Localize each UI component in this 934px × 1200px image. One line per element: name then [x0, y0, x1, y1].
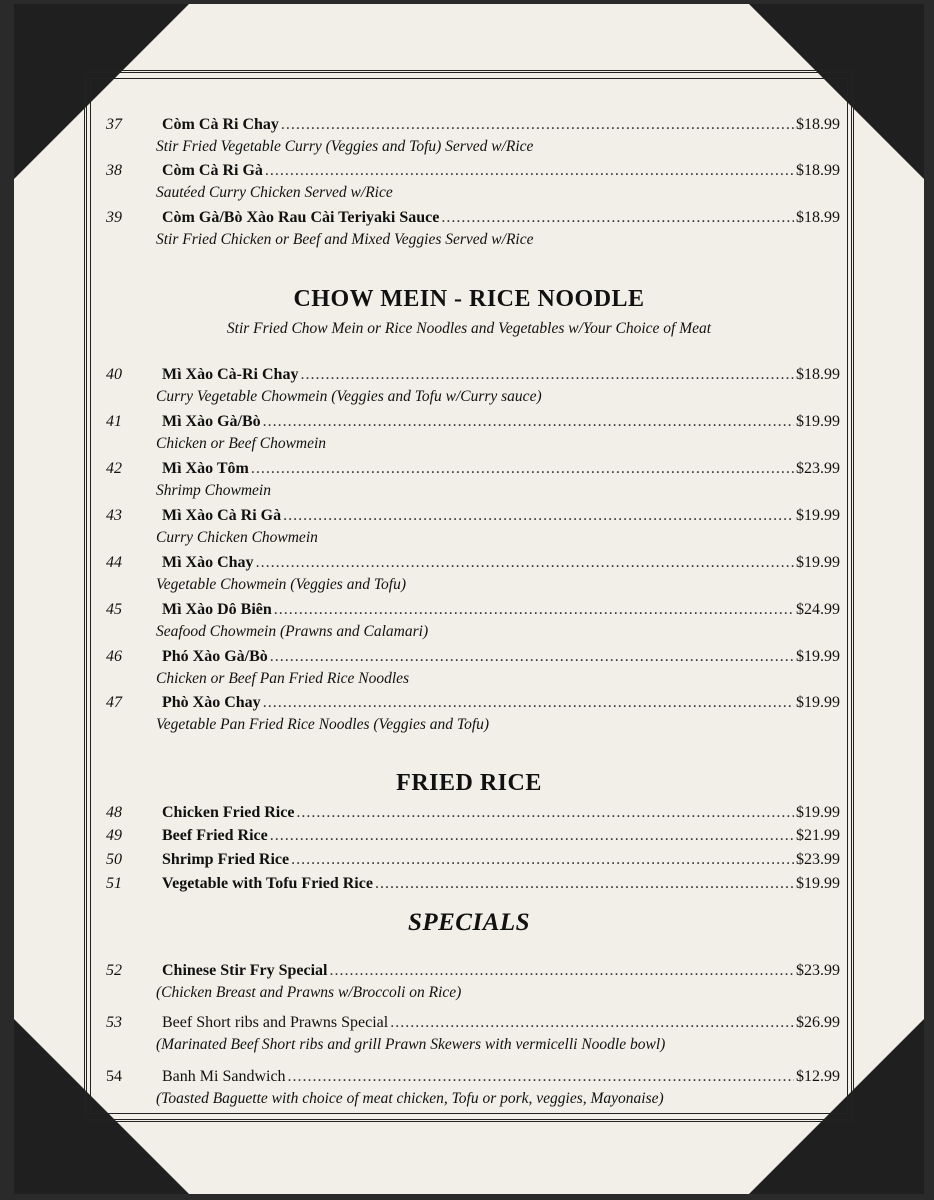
- section-title-specials: SPECIALS: [407, 909, 531, 936]
- leader-dots: [265, 160, 794, 182]
- item-description: (Marinated Beef Short ribs and grill Prawn Skewers with vermicelli Noodle bowl): [156, 1036, 666, 1053]
- item-number: 48: [106, 804, 122, 821]
- item-description: Vegetable Chowmein (Veggies and Tofu): [156, 576, 406, 593]
- leader-dots: [270, 646, 794, 668]
- leader-dots: [263, 411, 794, 433]
- leader-dots: [270, 825, 794, 847]
- item-number: 42: [106, 460, 122, 477]
- leader-dots: [281, 114, 794, 136]
- item-description: (Toasted Baguette with choice of meat chicken, Tofu or pork, veggies, Mayonaise): [156, 1090, 664, 1107]
- item-price: $23.99: [796, 851, 840, 868]
- item-price: $18.99: [796, 366, 840, 383]
- item-description: Sautéed Curry Chicken Served w/Rice: [156, 184, 393, 201]
- item-price: $23.99: [796, 962, 840, 979]
- item-description: Curry Chicken Chowmein: [156, 529, 318, 546]
- item-number: 41: [106, 413, 122, 430]
- item-description: Shrimp Chowmein: [156, 482, 271, 499]
- item-number: 37: [106, 116, 122, 133]
- item-number: 46: [106, 648, 122, 665]
- item-number: 45: [106, 601, 122, 618]
- item-price: $19.99: [796, 804, 840, 821]
- menu-item-39: [100, 207, 840, 251]
- item-name: Còm Cà Ri Chay: [162, 116, 279, 133]
- menu-item-44: [100, 552, 840, 596]
- item-price: $23.99: [796, 460, 840, 477]
- item-name: Mì Xào Tôm: [162, 460, 249, 477]
- section-title-fried-rice: FRIED RICE: [396, 770, 542, 796]
- menu-item-50: [100, 849, 840, 871]
- item-name: Mì Xào Cà-Ri Chay: [162, 366, 299, 383]
- leader-dots: [263, 692, 794, 714]
- item-number: 52: [106, 962, 122, 979]
- item-description: Chicken or Beef Chowmein: [156, 435, 327, 452]
- item-price: $19.99: [796, 413, 840, 430]
- item-name: Còm Gà/Bò Xào Rau Cài Teriyaki Sauce: [162, 209, 440, 226]
- item-price: $24.99: [796, 601, 840, 618]
- item-name: Mì Xào Dô Biên: [162, 601, 272, 618]
- leader-dots: [375, 873, 794, 895]
- item-price: $26.99: [796, 1014, 840, 1031]
- item-name: Vegetable with Tofu Fried Rice: [162, 875, 373, 892]
- item-description: Curry Vegetable Chowmein (Veggies and Tofu w/Curry sauce): [156, 388, 542, 405]
- item-name: Mì Xào Chay: [162, 554, 254, 571]
- menu-item-42: [100, 458, 840, 502]
- item-price: $18.99: [796, 162, 840, 179]
- leader-dots: [296, 802, 794, 824]
- menu-item-41: [100, 411, 840, 455]
- menu-item-51: [100, 873, 840, 895]
- menu-item-49: [100, 825, 840, 847]
- item-price: $19.99: [796, 648, 840, 665]
- leader-dots: [288, 1066, 794, 1088]
- item-number: 38: [106, 162, 122, 179]
- item-price: $21.99: [796, 827, 840, 844]
- item-number: 54: [106, 1068, 122, 1085]
- item-name: Mì Xào Cà Ri Gà: [162, 507, 282, 524]
- item-description: Seafood Chowmein (Prawns and Calamari): [156, 623, 429, 640]
- item-price: $19.99: [796, 875, 840, 892]
- leader-dots: [291, 849, 794, 871]
- menu-item-40: [100, 364, 840, 408]
- item-description: Chicken or Beef Pan Fried Rice Noodles: [156, 670, 410, 687]
- leader-dots: [329, 960, 794, 982]
- menu-item-38: [100, 160, 840, 204]
- menu-item-47: [100, 692, 840, 736]
- item-number: 49: [106, 827, 122, 844]
- menu-item-46: [100, 646, 840, 690]
- item-name: Phó Xào Gà/Bò: [162, 648, 268, 665]
- leader-dots: [300, 364, 794, 386]
- menu-item-43: [100, 505, 840, 549]
- item-price: $18.99: [796, 116, 840, 133]
- item-number: 43: [106, 507, 122, 524]
- item-name: Chicken Fried Rice: [162, 804, 295, 821]
- item-price: $19.99: [796, 507, 840, 524]
- item-number: 51: [106, 875, 122, 892]
- leader-dots: [283, 505, 794, 527]
- item-description: Stir Fried Vegetable Curry (Veggies and Tofu) Served w/Rice: [156, 138, 534, 155]
- item-price: $18.99: [796, 209, 840, 226]
- leader-dots: [441, 207, 794, 229]
- item-number: 50: [106, 851, 122, 868]
- section-title-chow-mein: CHOW MEIN - RICE NOODLE: [293, 286, 645, 312]
- menu-item-53: [100, 1012, 840, 1056]
- item-name: Phò Xào Chay: [162, 694, 261, 711]
- leader-dots: [251, 458, 794, 480]
- item-number: 39: [106, 209, 122, 226]
- item-number: 40: [106, 366, 122, 383]
- menu-item-45: [100, 599, 840, 643]
- item-price: $12.99: [796, 1068, 840, 1085]
- section-subtitle-chow-mein: Stir Fried Chow Mein or Rice Noodles and Vegetables w/Your Choice of Meat: [226, 320, 712, 337]
- menu-item-52: [100, 960, 840, 1004]
- item-number: 53: [106, 1014, 122, 1031]
- item-name: Shrimp Fried Rice: [162, 851, 290, 868]
- leader-dots: [256, 552, 794, 574]
- item-name: Còm Cà Ri Gà: [162, 162, 263, 179]
- menu-item-48: [100, 802, 840, 824]
- item-name: Mì Xào Gà/Bò: [162, 413, 261, 430]
- item-description: Vegetable Pan Fried Rice Noodles (Veggies and Tofu): [156, 716, 490, 733]
- menu-item-54: [100, 1066, 840, 1110]
- item-price: $19.99: [796, 694, 840, 711]
- leader-dots: [390, 1012, 794, 1034]
- item-number: 47: [106, 694, 122, 711]
- leader-dots: [274, 599, 794, 621]
- item-name: Chinese Stir Fry Special: [162, 962, 328, 979]
- item-number: 44: [106, 554, 122, 571]
- item-name: Banh Mi Sandwich: [162, 1068, 286, 1085]
- item-name: Beef Fried Rice: [162, 827, 268, 844]
- item-description: Stir Fried Chicken or Beef and Mixed Veggies Served w/Rice: [156, 231, 534, 248]
- item-price: $19.99: [796, 554, 840, 571]
- item-description: (Chicken Breast and Prawns w/Broccoli on Rice): [156, 984, 462, 1001]
- item-name: Beef Short ribs and Prawns Special: [162, 1014, 389, 1031]
- menu-item-37: [100, 114, 840, 158]
